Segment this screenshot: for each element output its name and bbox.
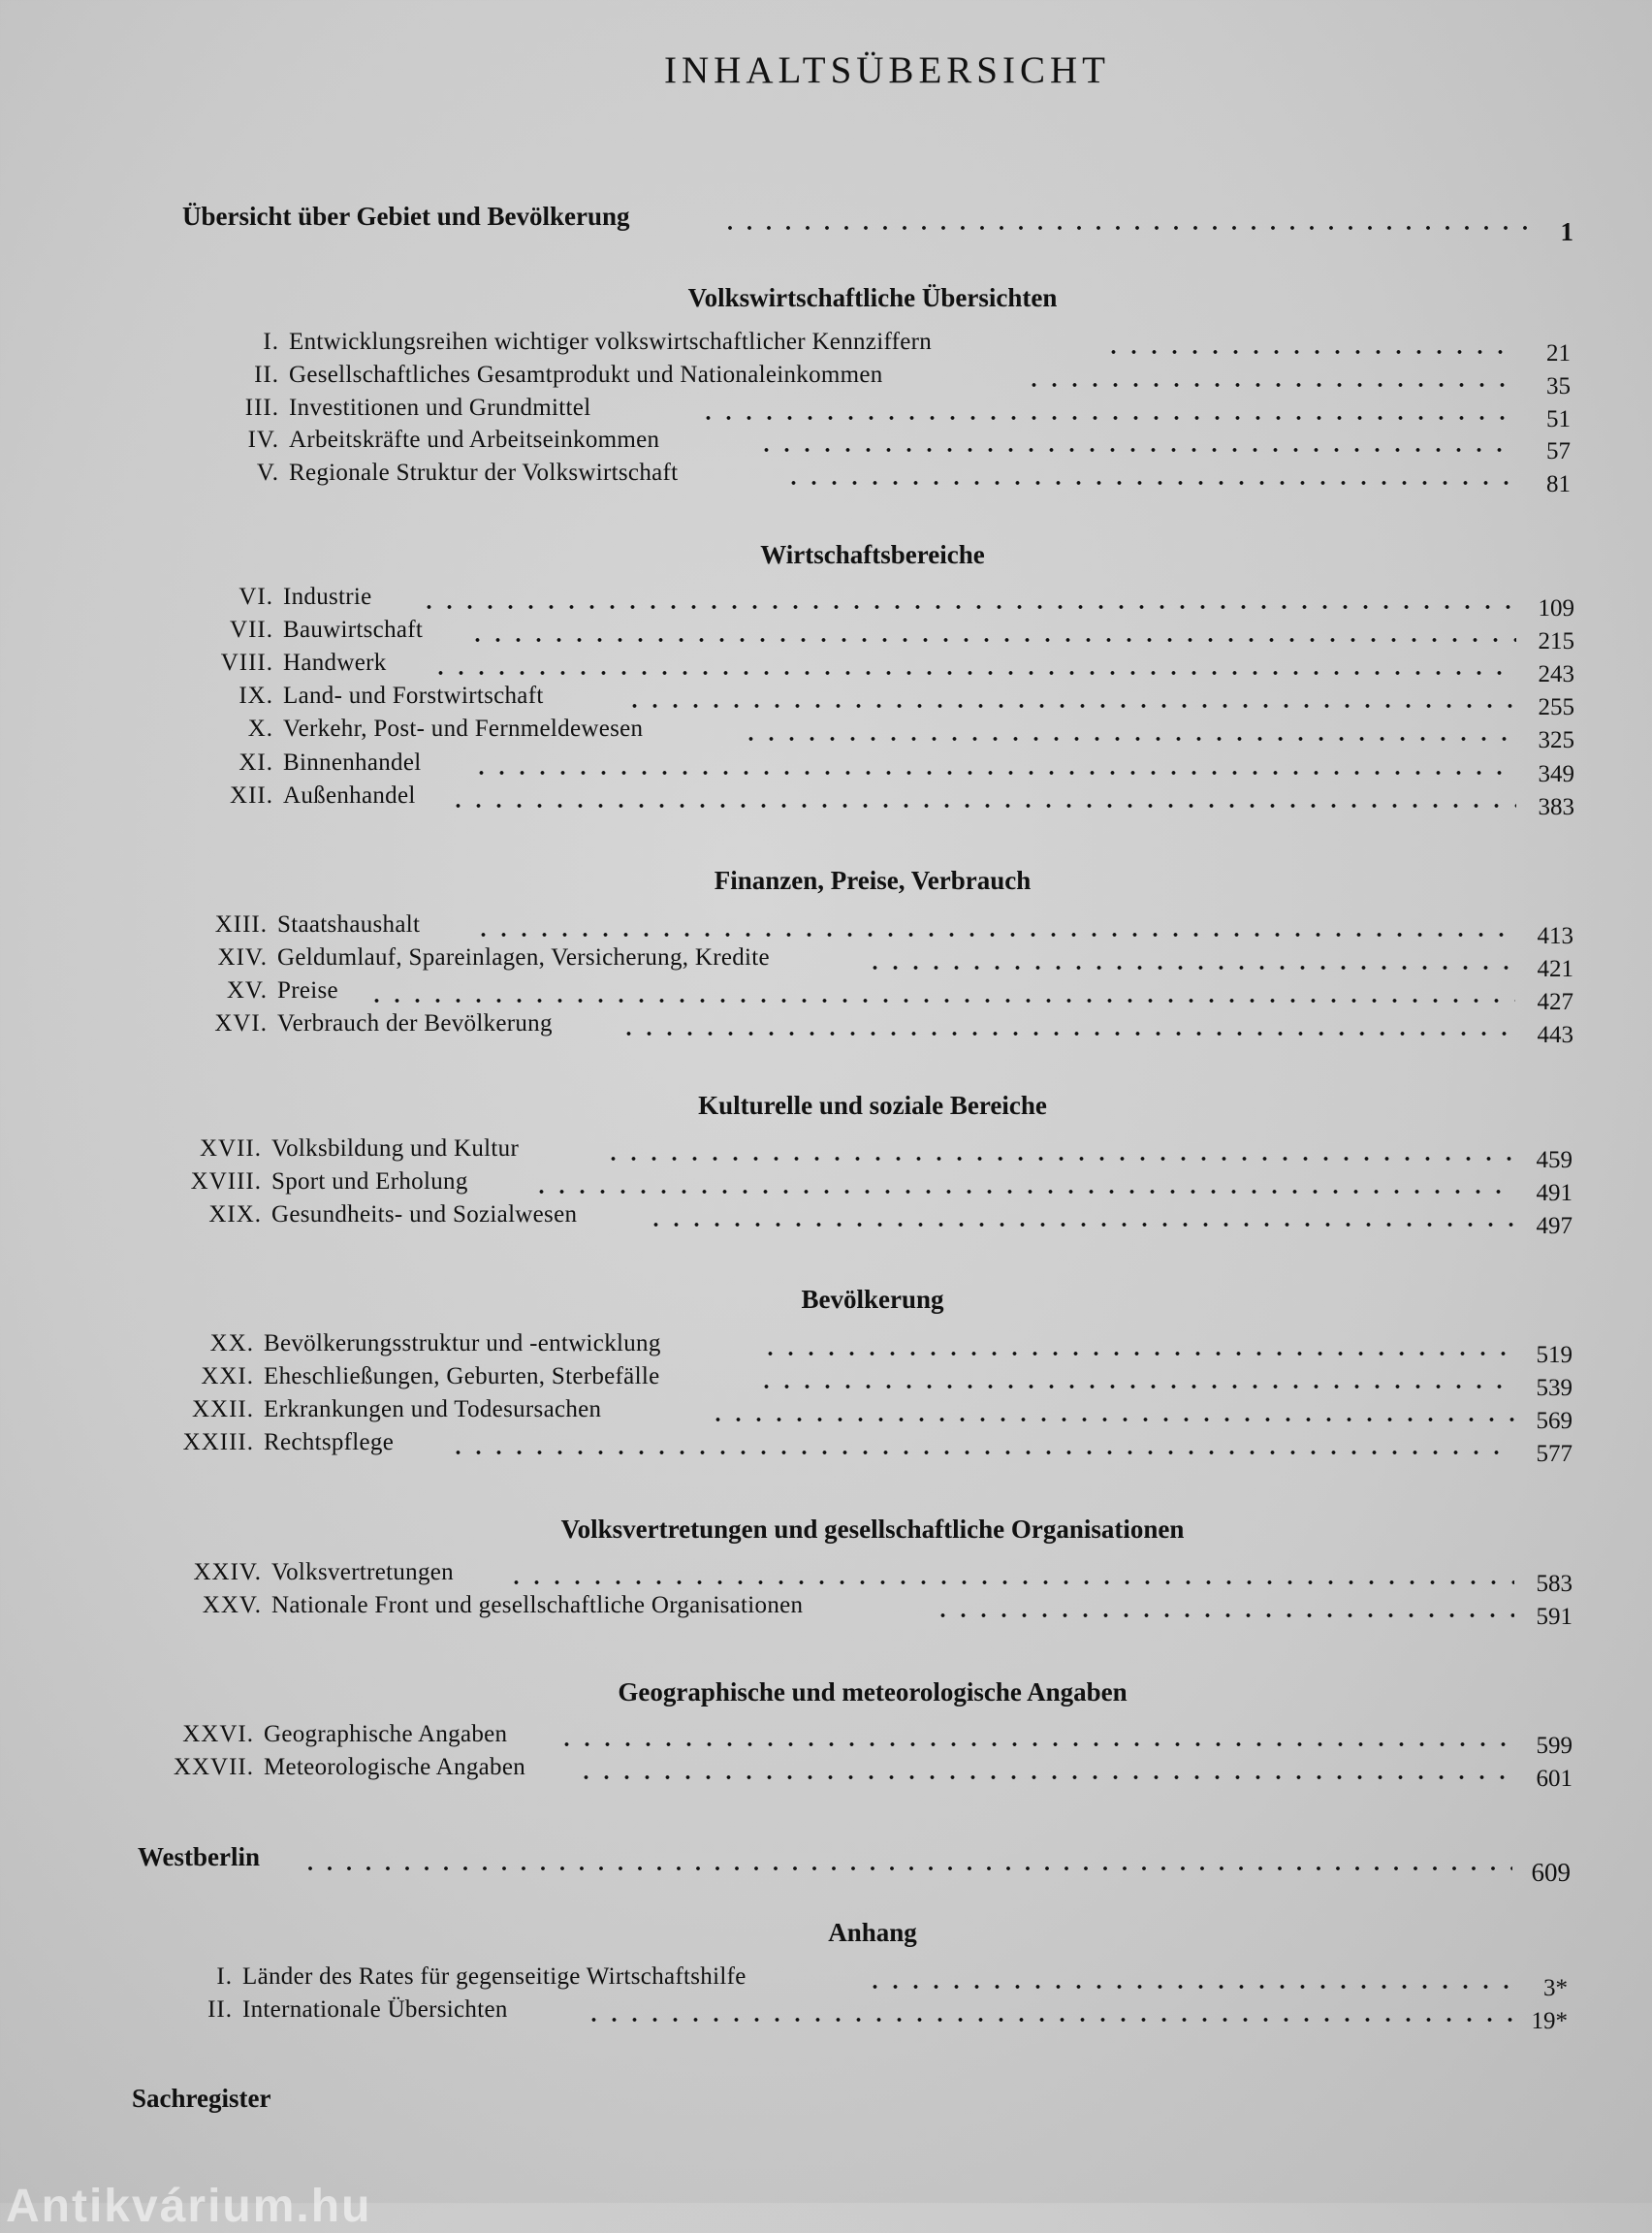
toc-entry-number: V.	[256, 460, 279, 486]
toc-page-number: 413	[1537, 923, 1573, 949]
toc-entry-title: Nationale Front und gesellschaftliche Organisationen	[271, 1592, 804, 1618]
toc-entry-number: XVIII.	[190, 1168, 262, 1195]
toc-entry-number: XII.	[230, 782, 273, 809]
toc-entry-number: XXII.	[191, 1396, 254, 1422]
toc-entry-title: Geographische Angaben	[264, 1721, 508, 1747]
toc-entry-number: XX.	[209, 1330, 254, 1356]
toc-leader-dots	[584, 2018, 1519, 2022]
toc-entry	[138, 1586, 1573, 1630]
toc-leader-dots	[430, 671, 1516, 675]
section-heading: Finanzen, Preise, Verbrauch	[714, 866, 1032, 895]
toc-leader-dots	[448, 804, 1516, 808]
toc-entry	[149, 744, 1574, 787]
toc-sachregister-text: Sachregister	[132, 2084, 271, 2113]
toc-leader-dots	[741, 737, 1516, 741]
toc-entry	[138, 1553, 1573, 1597]
section-heading: Anhang	[828, 1918, 917, 1947]
toc-page-number: 539	[1536, 1375, 1573, 1401]
toc-page-number: 609	[1531, 1858, 1571, 1887]
toc-leader-dots	[448, 1451, 1514, 1454]
toc-leader-dots	[366, 999, 1515, 1003]
toc-leader-dots	[756, 1385, 1514, 1388]
toc-leader-dots	[301, 1866, 1512, 1870]
toc-leader-dots	[865, 1985, 1519, 1989]
toc-leader-dots	[760, 1352, 1514, 1356]
toc-entry	[149, 777, 1574, 820]
toc-entry	[149, 710, 1574, 753]
toc-entry	[109, 1958, 1568, 2001]
page-title: INHALTSÜBERSICHT	[664, 49, 1110, 91]
toc-leader-dots	[531, 1190, 1514, 1194]
toc-westberlin-row	[138, 1839, 1571, 1887]
toc-leader-dots	[720, 226, 1535, 230]
toc-page-number: 215	[1538, 628, 1574, 654]
section-heading: Geographische und meteorologische Angaben	[618, 1677, 1128, 1707]
section-heading: Bevölkerung	[801, 1285, 944, 1314]
toc-page-number: 569	[1536, 1408, 1573, 1434]
toc-entry	[138, 1130, 1573, 1173]
toc-entry	[155, 323, 1571, 367]
toc-page-number: 383	[1538, 794, 1574, 820]
toc-entry	[143, 1005, 1573, 1048]
toc-entry	[143, 972, 1573, 1015]
toc-leader-dots	[1024, 383, 1517, 387]
toc-entry-title: Industrie	[283, 584, 372, 610]
toc-entry-title: Gesellschaftliches Gesamtprodukt und Nationaleinkommen	[289, 362, 883, 388]
toc-entry-number: XVI.	[214, 1010, 268, 1037]
toc-entry	[109, 1991, 1568, 2034]
toc-page-number: 459	[1536, 1147, 1573, 1173]
toc-entry	[138, 1196, 1573, 1239]
toc-entry-title: Außenhandel	[283, 782, 416, 809]
toc-entry-title: Verbrauch der Bevölkerung	[277, 1010, 553, 1037]
toc-entry	[149, 644, 1574, 687]
toc-page-number: 497	[1536, 1213, 1573, 1239]
toc-entry-title: Staatshaushalt	[277, 911, 421, 938]
toc-page-number: 57	[1546, 438, 1571, 464]
toc-entry-number: XXIII.	[182, 1429, 254, 1455]
toc-leader-dots	[624, 704, 1516, 708]
toc-entry-title: Land- und Forstwirtschaft	[283, 683, 544, 709]
toc-page-number: 19*	[1531, 2008, 1568, 2034]
toc-entry-title: Volksbildung und Kultur	[271, 1135, 520, 1162]
toc-leader-dots	[576, 1775, 1514, 1779]
toc-entry-number: I.	[263, 329, 279, 355]
toc-page-number: 491	[1536, 1180, 1573, 1206]
toc-entry	[149, 578, 1574, 622]
toc-leader-dots	[619, 1032, 1515, 1036]
toc-entry-title: Rechtspflege	[264, 1429, 395, 1455]
toc-entry-number: VIII.	[220, 650, 273, 676]
toc-entry-number: VI.	[238, 584, 273, 610]
toc-entry-title: Binnenhandel	[283, 750, 422, 776]
toc-entry-number: II.	[254, 362, 279, 388]
toc-entry	[130, 1423, 1573, 1467]
toc-entry-number: III.	[244, 395, 279, 421]
toc-entry-number: XXV.	[202, 1592, 262, 1618]
toc-leader-dots	[756, 448, 1517, 452]
toc-leader-dots	[467, 638, 1516, 642]
toc-entry	[155, 356, 1571, 399]
toc-entry-number: XXVII.	[173, 1754, 254, 1780]
toc-entry-title: Entwicklungsreihen wichtiger volkswirtschaftlicher Kennziffern	[289, 329, 933, 355]
toc-entry-number: XV.	[226, 977, 268, 1004]
toc-entry	[130, 1390, 1573, 1434]
toc-entry	[149, 677, 1574, 720]
toc-entry-number: IV.	[247, 427, 279, 453]
toc-entry	[130, 1357, 1573, 1401]
toc-entry-title: Arbeitskräfte und Arbeitseinkommen	[289, 427, 660, 453]
toc-leader-dots	[646, 1223, 1514, 1227]
toc-leader-dots	[1103, 350, 1517, 354]
toc-page-number: 601	[1536, 1766, 1573, 1792]
toc-leader-dots	[473, 933, 1515, 937]
toc-leader-dots	[471, 771, 1516, 775]
toc-intro-row	[182, 199, 1573, 246]
toc-entry-number: XXI.	[201, 1363, 254, 1389]
toc-entry-title: Sport und Erholung	[271, 1168, 468, 1195]
toc-entry-title: Meteorologische Angaben	[264, 1754, 526, 1780]
toc-page-number: 35	[1546, 373, 1571, 399]
toc-entry-title: Erkrankungen und Todesursachen	[264, 1396, 602, 1422]
section-heading: Volksvertretungen und gesellschaftliche Organisationen	[560, 1515, 1185, 1544]
toc-page-number: 243	[1538, 661, 1574, 687]
toc-page-number: 599	[1536, 1733, 1573, 1759]
toc-page-number: 591	[1536, 1604, 1573, 1630]
toc-page-number: 109	[1538, 595, 1574, 622]
toc-entry	[155, 421, 1571, 464]
toc-page-number: 583	[1536, 1571, 1573, 1597]
toc-leader-dots	[783, 481, 1517, 485]
toc-leader-dots	[865, 966, 1515, 970]
toc-page-number: 427	[1537, 989, 1573, 1015]
toc-entry-title: Internationale Übersichten	[242, 1996, 508, 2023]
toc-westberlin-text: Westberlin	[138, 1842, 260, 1871]
toc-entry	[143, 906, 1573, 949]
toc-entry-number: XIII.	[214, 911, 268, 938]
toc-entry-number: VII.	[230, 617, 273, 643]
toc-entry	[155, 454, 1571, 497]
toc-leader-dots	[933, 1613, 1514, 1617]
toc-sachregister-row	[132, 2081, 520, 2114]
toc-entry-title: Bevölkerungsstruktur und -entwicklung	[264, 1330, 661, 1356]
toc-page-number: 1	[1560, 217, 1573, 246]
toc-entry-title: Regionale Struktur der Volkswirtschaft	[289, 460, 679, 486]
toc-entry	[130, 1748, 1573, 1792]
toc-intro-text: Übersicht über Gebiet und Bevölkerung	[182, 202, 630, 231]
toc-entry-title: Gesundheits- und Sozialwesen	[271, 1201, 578, 1228]
toc-entry-number: XVII.	[199, 1135, 262, 1162]
toc-entry-title: Investitionen und Grundmittel	[289, 395, 591, 421]
toc-page-number: 519	[1536, 1342, 1573, 1368]
toc-entry-title: Preise	[277, 977, 338, 1004]
toc-page-number: 3*	[1543, 1975, 1568, 2001]
toc-entry-title: Geldumlauf, Spareinlagen, Versicherung, Kredite	[277, 944, 770, 971]
toc-entry-number: II.	[207, 1996, 233, 2023]
toc-leader-dots	[698, 416, 1517, 420]
toc-leader-dots	[556, 1742, 1514, 1746]
toc-page-number: 21	[1546, 340, 1571, 367]
toc-entry	[149, 611, 1574, 654]
toc-entry	[155, 389, 1571, 432]
toc-page-number: 51	[1546, 406, 1571, 432]
watermark-logo: Antikvárium.hu	[6, 2181, 372, 2232]
toc-entry-number: XXVI.	[182, 1721, 254, 1747]
section-heading: Wirtschaftsbereiche	[760, 540, 985, 569]
toc-leader-dots	[506, 1580, 1514, 1584]
section-heading: Kulturelle und soziale Bereiche	[698, 1091, 1047, 1120]
toc-entry	[138, 1163, 1573, 1206]
toc-page-number: 325	[1538, 727, 1574, 753]
toc-page-number: 349	[1538, 761, 1574, 787]
section-heading: Volkswirtschaftliche Übersichten	[687, 283, 1058, 312]
toc-leader-dots	[603, 1157, 1514, 1161]
toc-entry-number: I.	[216, 1963, 233, 1990]
toc-entry-title: Länder des Rates für gegenseitige Wirtschaftshilfe	[242, 1963, 747, 1990]
toc-entry-number: XIV.	[217, 944, 268, 971]
toc-entry-title: Verkehr, Post- und Fernmeldewesen	[283, 716, 644, 742]
toc-entry-number: IX.	[238, 683, 273, 709]
toc-page-number: 421	[1537, 956, 1573, 982]
toc-entry-number: X.	[247, 716, 273, 742]
toc-entry	[143, 939, 1573, 982]
toc-entry-title: Handwerk	[283, 650, 387, 676]
toc-page-number: 255	[1538, 694, 1574, 720]
toc-leader-dots	[708, 1418, 1514, 1421]
toc-page-number: 443	[1537, 1022, 1573, 1048]
toc-entry-number: XI.	[238, 750, 273, 776]
toc-entry-title: Bauwirtschaft	[283, 617, 424, 643]
toc-entry	[130, 1324, 1573, 1368]
toc-leader-dots	[419, 605, 1516, 609]
toc-entry-number: XXIV.	[193, 1559, 262, 1585]
toc-entry-title: Volksvertretungen	[271, 1559, 454, 1585]
toc-entry-number: XIX.	[208, 1201, 262, 1228]
toc-page-number: 81	[1546, 471, 1571, 497]
toc-entry-title: Eheschließungen, Geburten, Sterbefälle	[264, 1363, 660, 1389]
toc-page-number: 577	[1536, 1441, 1573, 1467]
toc-entry	[130, 1715, 1573, 1759]
